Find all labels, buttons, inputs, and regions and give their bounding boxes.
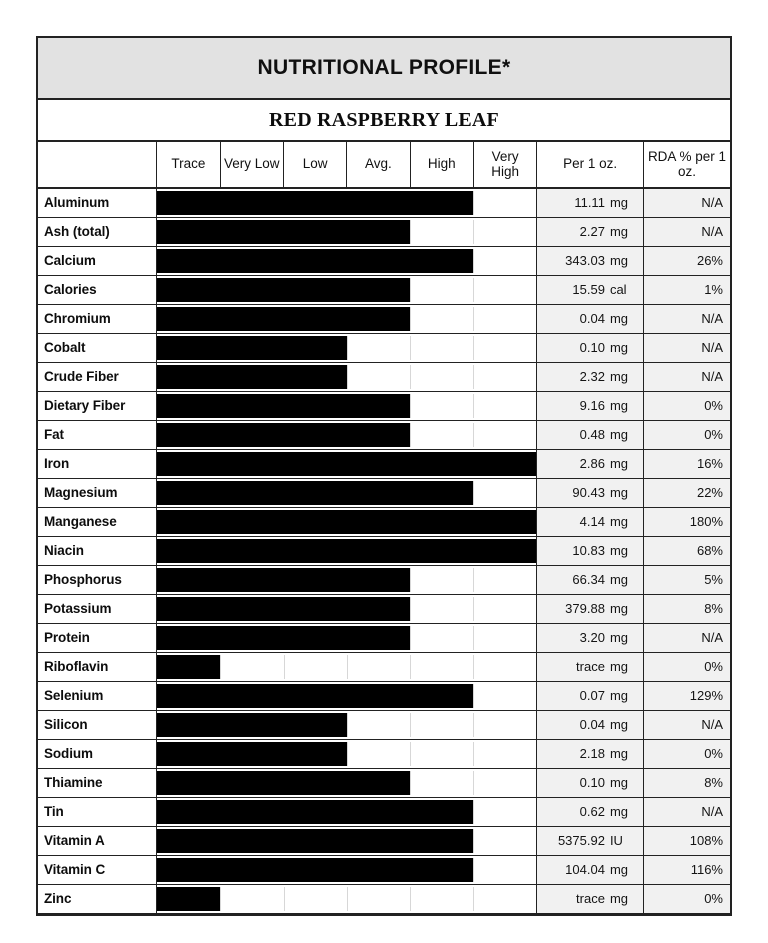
nutrient-label: Aluminum bbox=[38, 188, 157, 217]
per-oz-amount: 15.59 bbox=[572, 282, 605, 297]
rating-bar-track bbox=[157, 655, 536, 679]
scale-divider bbox=[473, 394, 474, 418]
rating-bar-cell bbox=[157, 420, 537, 449]
rating-bar-track bbox=[157, 713, 536, 737]
scale-divider bbox=[410, 278, 411, 302]
table-row bbox=[38, 507, 730, 536]
rda-value: 129% bbox=[643, 681, 730, 710]
per-oz-value bbox=[537, 565, 644, 594]
per-oz-value bbox=[537, 768, 644, 797]
table-row bbox=[38, 246, 730, 275]
header-row bbox=[38, 142, 730, 188]
nutrient-label: Protein bbox=[38, 623, 157, 652]
rating-bar-fill bbox=[157, 481, 473, 505]
per-oz-amount: 104.04 bbox=[565, 862, 605, 877]
per-oz-amount: 11.11 bbox=[574, 195, 605, 211]
per-oz-unit: mg bbox=[609, 543, 628, 558]
nutrient-label: Crude Fiber bbox=[38, 362, 157, 391]
per-oz-value bbox=[537, 246, 644, 275]
per-oz-amount: 5375.92 bbox=[557, 833, 605, 848]
rda-value: 8% bbox=[643, 768, 730, 797]
column-header-rda: RDA % per 1 oz. bbox=[643, 142, 730, 188]
rating-bar-track bbox=[157, 887, 536, 911]
per-oz-unit: mg bbox=[609, 804, 628, 819]
rating-bar-fill bbox=[157, 365, 347, 389]
nutrient-label: Cobalt bbox=[38, 333, 157, 362]
rating-bar-cell bbox=[157, 217, 537, 246]
scale-divider bbox=[473, 568, 474, 592]
table-row bbox=[38, 188, 730, 217]
per-oz-amount: 0.10 bbox=[579, 775, 605, 790]
scale-divider bbox=[410, 568, 411, 592]
rda-value: 108% bbox=[643, 826, 730, 855]
scale-divider bbox=[347, 742, 348, 766]
rating-bar-cell bbox=[157, 391, 537, 420]
scale-divider bbox=[410, 626, 411, 650]
rating-bar-cell bbox=[157, 652, 537, 681]
scale-divider bbox=[410, 713, 411, 737]
rating-bar-track bbox=[157, 568, 536, 592]
scale-divider bbox=[473, 191, 474, 215]
scale-divider bbox=[410, 887, 411, 911]
per-oz-unit: mg bbox=[609, 398, 628, 413]
scale-divider bbox=[347, 655, 348, 679]
nutrient-label: Vitamin C bbox=[38, 855, 157, 884]
per-oz-unit: mg bbox=[609, 746, 628, 761]
per-oz-amount: 343.03 bbox=[565, 253, 605, 268]
nutrient-label: Potassium bbox=[38, 594, 157, 623]
per-oz-value bbox=[537, 681, 644, 710]
per-oz-unit: mg bbox=[609, 369, 628, 384]
scale-divider bbox=[410, 655, 411, 679]
nutrient-label: Selenium bbox=[38, 681, 157, 710]
rating-bar-cell bbox=[157, 681, 537, 710]
nutrient-label: Iron bbox=[38, 449, 157, 478]
rating-bar-fill bbox=[157, 655, 220, 679]
nutrient-label: Sodium bbox=[38, 739, 157, 768]
table-row bbox=[38, 884, 730, 913]
rating-bar-fill bbox=[157, 684, 473, 708]
nutrient-label: Thiamine bbox=[38, 768, 157, 797]
per-oz-value bbox=[537, 797, 644, 826]
table-row bbox=[38, 420, 730, 449]
nutrient-label: Silicon bbox=[38, 710, 157, 739]
rda-value: N/A bbox=[643, 333, 730, 362]
nutrient-label: Riboflavin bbox=[38, 652, 157, 681]
per-oz-amount: 0.48 bbox=[579, 427, 605, 442]
rda-value: 0% bbox=[643, 739, 730, 768]
table-header bbox=[38, 142, 730, 188]
per-oz-value bbox=[537, 826, 644, 855]
table-row bbox=[38, 768, 730, 797]
per-oz-amount: 2.18 bbox=[579, 746, 605, 761]
scale-divider bbox=[410, 597, 411, 621]
per-oz-unit: mg bbox=[609, 862, 628, 877]
scale-divider bbox=[473, 887, 474, 911]
nutrient-label: Zinc bbox=[38, 884, 157, 913]
scale-divider bbox=[284, 655, 285, 679]
rating-bar-track bbox=[157, 394, 536, 418]
scale-divider bbox=[410, 365, 411, 389]
per-oz-unit: mg bbox=[609, 427, 628, 442]
column-header-nutrient bbox=[38, 142, 157, 188]
rating-bar-track bbox=[157, 539, 536, 563]
scale-divider bbox=[473, 626, 474, 650]
rating-bar-track bbox=[157, 800, 536, 824]
rating-bar-track bbox=[157, 249, 536, 273]
scale-divider bbox=[473, 220, 474, 244]
table-row bbox=[38, 797, 730, 826]
rating-bar-cell bbox=[157, 449, 537, 478]
rating-bar-fill bbox=[157, 887, 220, 911]
rda-value: N/A bbox=[643, 362, 730, 391]
scale-divider bbox=[473, 829, 474, 853]
rating-bar-track bbox=[157, 597, 536, 621]
per-oz-amount: 0.04 bbox=[579, 717, 605, 732]
scale-divider bbox=[473, 713, 474, 737]
rating-bar-track bbox=[157, 829, 536, 853]
table-row bbox=[38, 217, 730, 246]
per-oz-unit: mg bbox=[609, 891, 628, 906]
title-banner bbox=[38, 38, 730, 100]
rating-bar-fill bbox=[157, 858, 473, 882]
rating-bar-track bbox=[157, 858, 536, 882]
scale-divider bbox=[473, 307, 474, 331]
per-oz-amount: 2.32 bbox=[579, 369, 605, 384]
rda-value: 0% bbox=[643, 884, 730, 913]
product-name: RED RASPBERRY LEAF bbox=[269, 108, 499, 131]
nutrient-label: Fat bbox=[38, 420, 157, 449]
rating-bar-track bbox=[157, 510, 536, 534]
rating-bar-cell bbox=[157, 826, 537, 855]
scale-divider bbox=[410, 742, 411, 766]
per-oz-unit: mg bbox=[609, 224, 628, 239]
rda-value: N/A bbox=[643, 797, 730, 826]
table-row bbox=[38, 652, 730, 681]
nutrient-label: Calcium bbox=[38, 246, 157, 275]
table-row bbox=[38, 333, 730, 362]
column-header-very-low: Very Low bbox=[220, 142, 283, 188]
per-oz-value bbox=[537, 594, 644, 623]
rda-value: 16% bbox=[643, 449, 730, 478]
nutrient-label: Phosphorus bbox=[38, 565, 157, 594]
table-row bbox=[38, 478, 730, 507]
table-row bbox=[38, 391, 730, 420]
page-title: NUTRITIONAL PROFILE* bbox=[257, 56, 511, 79]
scale-divider bbox=[410, 307, 411, 331]
rating-bar-track bbox=[157, 742, 536, 766]
rating-bar-cell bbox=[157, 188, 537, 217]
rating-bar-cell bbox=[157, 884, 537, 913]
per-oz-amount: 2.27 bbox=[579, 224, 605, 239]
rating-bar-cell bbox=[157, 304, 537, 333]
rda-value: N/A bbox=[643, 710, 730, 739]
per-oz-unit: mg bbox=[609, 195, 628, 211]
rda-value: 26% bbox=[643, 246, 730, 275]
nutrient-label: Vitamin A bbox=[38, 826, 157, 855]
per-oz-unit: mg bbox=[609, 659, 628, 674]
table-body bbox=[38, 188, 730, 913]
nutrient-label: Chromium bbox=[38, 304, 157, 333]
per-oz-amount: 4.14 bbox=[579, 514, 605, 529]
rda-value: N/A bbox=[643, 623, 730, 652]
rda-value: 116% bbox=[643, 855, 730, 884]
column-header-high: High bbox=[410, 142, 473, 188]
nutrient-label: Tin bbox=[38, 797, 157, 826]
per-oz-value bbox=[537, 710, 644, 739]
per-oz-unit: mg bbox=[609, 601, 628, 616]
per-oz-unit: cal bbox=[609, 282, 627, 297]
table-row bbox=[38, 710, 730, 739]
rating-bar-fill bbox=[157, 539, 536, 563]
scale-divider bbox=[473, 771, 474, 795]
rda-value: 1% bbox=[643, 275, 730, 304]
rating-bar-cell bbox=[157, 855, 537, 884]
column-header-low: Low bbox=[283, 142, 346, 188]
per-oz-unit: mg bbox=[609, 688, 628, 703]
per-oz-value bbox=[537, 333, 644, 362]
table-row bbox=[38, 536, 730, 565]
scale-divider bbox=[410, 771, 411, 795]
rating-bar-fill bbox=[157, 307, 410, 331]
rating-bar-fill bbox=[157, 829, 473, 853]
nutrient-label: Ash (total) bbox=[38, 217, 157, 246]
rda-value: N/A bbox=[643, 304, 730, 333]
scale-divider bbox=[410, 220, 411, 244]
rating-bar-fill bbox=[157, 191, 473, 215]
table-row bbox=[38, 275, 730, 304]
scale-divider bbox=[347, 365, 348, 389]
scale-divider bbox=[473, 597, 474, 621]
table-row bbox=[38, 623, 730, 652]
rda-value: 5% bbox=[643, 565, 730, 594]
per-oz-unit: mg bbox=[609, 485, 628, 500]
per-oz-amount: trace bbox=[576, 659, 605, 674]
table-row bbox=[38, 855, 730, 884]
rating-bar-fill bbox=[157, 800, 473, 824]
rda-value: 0% bbox=[643, 652, 730, 681]
nutrient-label: Niacin bbox=[38, 536, 157, 565]
rating-bar-cell bbox=[157, 768, 537, 797]
per-oz-value bbox=[537, 884, 644, 913]
rda-value: 0% bbox=[643, 391, 730, 420]
per-oz-amount: 0.62 bbox=[579, 804, 605, 819]
per-oz-unit: mg bbox=[609, 340, 628, 355]
per-oz-value bbox=[537, 275, 644, 304]
per-oz-value bbox=[537, 623, 644, 652]
scale-divider bbox=[410, 423, 411, 447]
per-oz-value bbox=[537, 217, 644, 246]
rating-bar-track bbox=[157, 771, 536, 795]
rating-bar-cell bbox=[157, 536, 537, 565]
column-header-per-oz: Per 1 oz. bbox=[537, 142, 644, 188]
rda-value: 68% bbox=[643, 536, 730, 565]
per-oz-amount: 0.10 bbox=[579, 340, 605, 355]
rating-bar-fill bbox=[157, 568, 410, 592]
nutrient-label: Dietary Fiber bbox=[38, 391, 157, 420]
rating-bar-cell bbox=[157, 710, 537, 739]
scale-divider bbox=[473, 655, 474, 679]
rda-value: 8% bbox=[643, 594, 730, 623]
subtitle-banner bbox=[38, 100, 730, 142]
nutrient-label: Magnesium bbox=[38, 478, 157, 507]
per-oz-value bbox=[537, 855, 644, 884]
per-oz-unit: mg bbox=[609, 630, 628, 645]
table-row bbox=[38, 681, 730, 710]
scale-divider bbox=[410, 336, 411, 360]
table-row bbox=[38, 594, 730, 623]
rating-bar-cell bbox=[157, 623, 537, 652]
per-oz-unit: mg bbox=[609, 253, 628, 268]
per-oz-amount: 10.83 bbox=[572, 543, 605, 558]
per-oz-value bbox=[537, 304, 644, 333]
rating-bar-track bbox=[157, 307, 536, 331]
rating-bar-fill bbox=[157, 452, 536, 476]
rda-value: 180% bbox=[643, 507, 730, 536]
scale-divider bbox=[473, 365, 474, 389]
per-oz-value bbox=[537, 478, 644, 507]
rating-bar-cell bbox=[157, 565, 537, 594]
scale-divider bbox=[347, 887, 348, 911]
scale-divider bbox=[473, 481, 474, 505]
per-oz-value bbox=[537, 536, 644, 565]
rating-bar-track bbox=[157, 481, 536, 505]
rating-bar-track bbox=[157, 452, 536, 476]
scale-divider bbox=[220, 887, 221, 911]
rating-bar-cell bbox=[157, 478, 537, 507]
rating-bar-cell bbox=[157, 594, 537, 623]
rda-value: N/A bbox=[643, 188, 730, 217]
rating-bar-track bbox=[157, 278, 536, 302]
rating-bar-track bbox=[157, 626, 536, 650]
per-oz-unit: mg bbox=[609, 456, 628, 471]
rating-bar-track bbox=[157, 220, 536, 244]
per-oz-value bbox=[537, 188, 644, 217]
scale-divider bbox=[473, 249, 474, 273]
per-oz-amount: 379.88 bbox=[565, 601, 605, 616]
per-oz-value bbox=[537, 652, 644, 681]
rating-bar-cell bbox=[157, 739, 537, 768]
scale-divider bbox=[220, 655, 221, 679]
rda-value: N/A bbox=[643, 217, 730, 246]
per-oz-value bbox=[537, 362, 644, 391]
per-oz-amount: 90.43 bbox=[572, 485, 605, 500]
rating-bar-fill bbox=[157, 510, 536, 534]
nutrient-label: Manganese bbox=[38, 507, 157, 536]
table-row bbox=[38, 565, 730, 594]
nutrient-label: Calories bbox=[38, 275, 157, 304]
nutrition-table-container bbox=[36, 36, 732, 916]
scale-divider bbox=[473, 742, 474, 766]
scale-divider bbox=[473, 278, 474, 302]
rating-bar-fill bbox=[157, 336, 347, 360]
table-row bbox=[38, 739, 730, 768]
rating-bar-fill bbox=[157, 249, 473, 273]
table-row bbox=[38, 449, 730, 478]
rating-bar-cell bbox=[157, 797, 537, 826]
rating-bar-track bbox=[157, 365, 536, 389]
rating-bar-cell bbox=[157, 246, 537, 275]
scale-divider bbox=[473, 858, 474, 882]
rating-bar-track bbox=[157, 423, 536, 447]
scale-divider bbox=[347, 336, 348, 360]
scale-divider bbox=[473, 800, 474, 824]
rda-value: 22% bbox=[643, 478, 730, 507]
per-oz-unit: mg bbox=[609, 514, 628, 529]
per-oz-amount: trace bbox=[576, 891, 605, 906]
per-oz-amount: 66.34 bbox=[572, 572, 605, 587]
per-oz-unit: mg bbox=[609, 572, 628, 587]
per-oz-value bbox=[537, 449, 644, 478]
per-oz-unit: mg bbox=[609, 775, 628, 790]
scale-divider bbox=[284, 887, 285, 911]
rating-bar-fill bbox=[157, 771, 410, 795]
rating-bar-fill bbox=[157, 394, 410, 418]
per-oz-value bbox=[537, 739, 644, 768]
per-oz-unit: IU bbox=[609, 833, 623, 848]
per-oz-unit: mg bbox=[609, 311, 628, 326]
table-row bbox=[38, 304, 730, 333]
per-oz-amount: 3.20 bbox=[579, 630, 605, 645]
per-oz-amount: 0.07 bbox=[579, 688, 605, 703]
column-header-very-high: Very High bbox=[473, 142, 536, 188]
rating-bar-cell bbox=[157, 362, 537, 391]
rating-bar-fill bbox=[157, 742, 347, 766]
rating-bar-track bbox=[157, 191, 536, 215]
per-oz-value bbox=[537, 391, 644, 420]
rating-bar-track bbox=[157, 684, 536, 708]
table-row bbox=[38, 362, 730, 391]
scale-divider bbox=[473, 336, 474, 360]
rating-bar-fill bbox=[157, 423, 410, 447]
scale-divider bbox=[410, 394, 411, 418]
scale-divider bbox=[347, 713, 348, 737]
rating-bar-track bbox=[157, 336, 536, 360]
rating-bar-fill bbox=[157, 713, 347, 737]
rating-bar-cell bbox=[157, 275, 537, 304]
rating-bar-fill bbox=[157, 597, 410, 621]
per-oz-amount: 9.16 bbox=[579, 398, 605, 413]
per-oz-value bbox=[537, 420, 644, 449]
column-header-trace: Trace bbox=[157, 142, 220, 188]
per-oz-value bbox=[537, 507, 644, 536]
per-oz-amount: 2.86 bbox=[579, 456, 605, 471]
scale-divider bbox=[473, 423, 474, 447]
nutrition-table bbox=[38, 142, 730, 914]
per-oz-unit: mg bbox=[609, 717, 628, 732]
table-row bbox=[38, 826, 730, 855]
rating-bar-fill bbox=[157, 220, 410, 244]
rating-bar-fill bbox=[157, 626, 410, 650]
rating-bar-fill bbox=[157, 278, 410, 302]
rating-bar-cell bbox=[157, 507, 537, 536]
rda-value: 0% bbox=[643, 420, 730, 449]
scale-divider bbox=[473, 684, 474, 708]
per-oz-amount: 0.04 bbox=[579, 311, 605, 326]
rating-bar-cell bbox=[157, 333, 537, 362]
column-header-avg: Avg. bbox=[347, 142, 410, 188]
